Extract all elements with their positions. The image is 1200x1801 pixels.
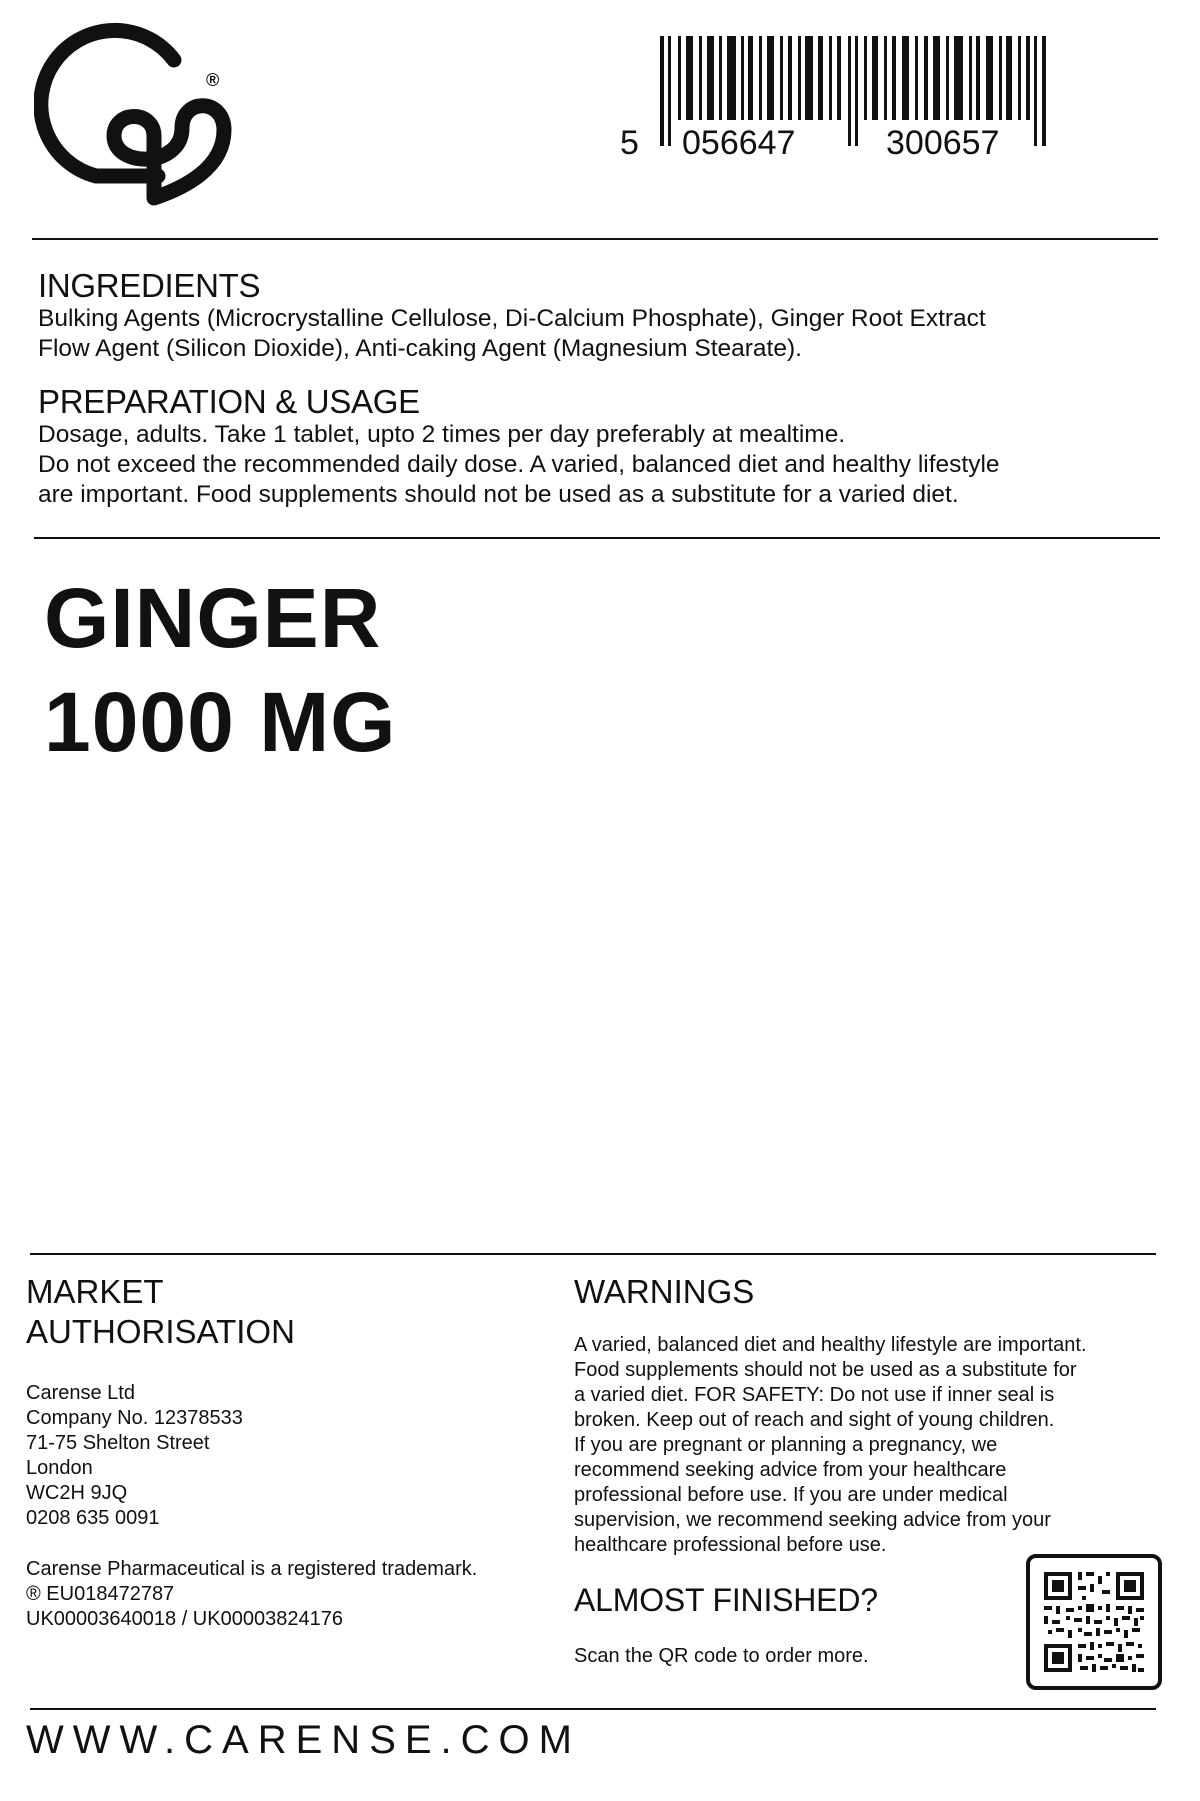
preparation-heading: PREPARATION & USAGE (38, 383, 420, 420)
divider-footer (30, 1708, 1156, 1710)
product-strength: 1000 MG (44, 675, 397, 769)
almost-finished-heading: ALMOST FINISHED? (574, 1582, 878, 1618)
trademark-info: Carense Pharmaceutical is a registered trademark. ® EU018472787 UK00003640018 / UK00003824176 (26, 1558, 478, 1630)
registered-mark: ® (206, 70, 220, 90)
divider-middle (34, 537, 1160, 539)
website-url[interactable]: WWW.CARENSE.COM (26, 1718, 581, 1762)
barcode-digit-group-right: 300657 (886, 124, 1000, 160)
preparation-text: Dosage, adults. Take 1 tablet, upto 2 times per day preferably at mealtime. Do not exceed the recommended daily dose. A varied, balanced diet and healthy lifestyle are important. Food supplements should not be used as a substitute for a varied diet. (38, 421, 1000, 508)
barcode-digit-group-left: 056647 (682, 124, 796, 160)
barcode (620, 36, 1140, 160)
ingredients-heading: INGREDIENTS (38, 267, 261, 304)
product-name: GINGER (44, 571, 382, 665)
ingredients-text: Bulking Agents (Microcrystalline Cellulose, Di-Calcium Phosphate), Ginger Root Extract Flow Agent (Silicon Dioxide), Anti-caking Agent (Magnesium Stearate). (38, 305, 986, 362)
warnings-heading: WARNINGS (574, 1273, 755, 1310)
scan-qr-text: Scan the QR code to order more. (574, 1645, 869, 1667)
divider-top (32, 238, 1158, 240)
divider-bottom-section (30, 1253, 1156, 1255)
market-authorisation-heading: MARKET AUTHORISATION (26, 1273, 295, 1350)
barcode-digit-lead: 5 (620, 124, 639, 160)
company-address: Carense Ltd Company No. 12378533 71-75 Shelton Street London WC2H 9JQ 0208 635 0091 (26, 1382, 243, 1529)
warnings-text: A varied, balanced diet and healthy lifestyle are important. Food supplements should not be used as a substitute for a varied diet. FOR SAFETY: Do not use if inner seal is broken. Keep out of reach and sight of young children. If you are pregnant or planning a pregnancy, we recommend seeking advice from your healthcare professional before use. If you are under medical supervision, we recommend seeking advice from your healthcare professional before use. (574, 1334, 1087, 1556)
carense-logo-icon (34, 18, 234, 228)
qr-code-icon (1026, 1554, 1162, 1690)
